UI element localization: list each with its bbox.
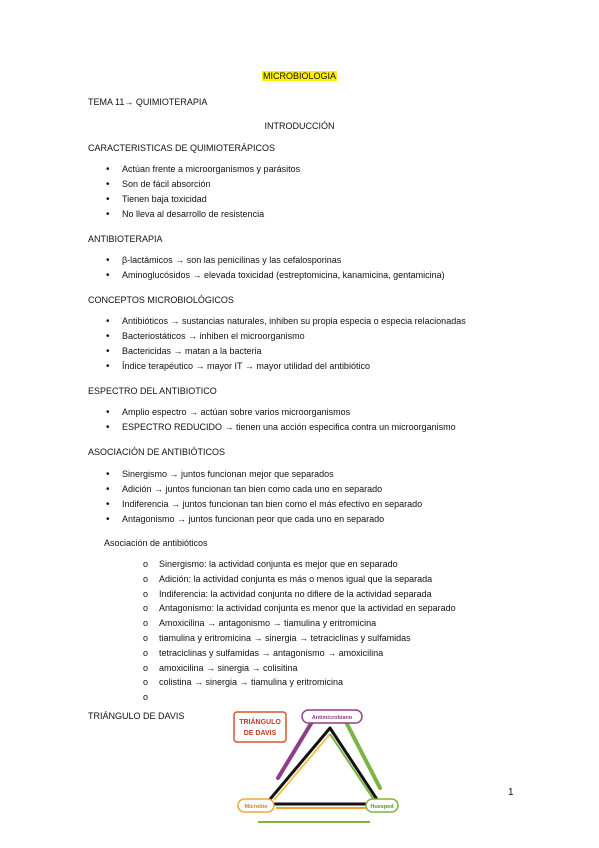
sub-list-item: o tetraciclinas y sulfamidas → antagonismo → amoxicilina	[143, 646, 456, 661]
list-item: • Tienen baja toxicidad	[106, 192, 300, 207]
node-microbio-label: Microbio	[244, 804, 268, 810]
list-item: • Índice terapéutico → mayor IT → mayor utilidad del antibiótico	[106, 359, 466, 374]
diagram-title-line2: DE DAVIS	[243, 730, 277, 737]
topic-heading: TEMA 11→ QUIMIOTERAPIA	[88, 97, 208, 107]
subsection-heading: Asociación de antibióticos	[104, 538, 208, 548]
list-item: • Antagonismo → juntos funcionan peor que cada uno en separado	[106, 512, 422, 527]
list-item: • Indiferencia → juntos funcionan tan bien como el más efectivo en separado	[106, 497, 422, 512]
sub-list-item: o Amoxicilina → antagonismo → tiamulina y eritromicina	[143, 616, 456, 631]
document-title: MICROBIOLOGIA	[262, 71, 336, 81]
list-item: • Aminoglucósidos → elevada toxicidad (estreptomicina, kanamicina, gentamicina)	[106, 268, 445, 283]
section-heading: ASOCIACIÓN DE ANTIBIÓTICOS	[88, 447, 226, 457]
list-item: • β-lactámicos → son las penicilinas y las cefalosporinas	[106, 253, 445, 268]
list-item: • ESPECTRO REDUCIDO → tienen una acción especifica contra un microorganismo	[106, 420, 456, 435]
bullet-list	[106, 467, 422, 527]
sub-list-item: o colistina → sinergia → tiamulina y eritromicina	[143, 675, 456, 690]
list-item: • Sinergismo → juntos funcionan mejor que separados	[106, 467, 422, 482]
section-heading: TRIÁNGULO DE DAVIS	[88, 711, 185, 721]
sub-list-item: o Sinergismo: la actividad conjunta es mejor que en separado	[143, 557, 456, 572]
list-item: • Bactericidas → matan a la bacteria	[106, 344, 466, 359]
bullet-list	[106, 162, 300, 222]
list-item: • Bacteriostáticos → inhiben el microorganismo	[106, 329, 466, 344]
diagram-title-box	[234, 712, 286, 742]
sub-list-item: o Antagonismo: la actividad conjunta es menor que la actividad en separado	[143, 601, 456, 616]
list-item: • Amplio espectro → actúan sobre varios microorganismos	[106, 405, 456, 420]
bullet-list	[106, 253, 445, 283]
list-item: • Actúan frente a microorganismos y parásitos	[106, 162, 300, 177]
sub-list	[143, 557, 456, 705]
section-heading: ANTIBIOTERAPIA	[88, 234, 163, 244]
page-number: 1	[508, 787, 514, 798]
davis-triangle-diagram	[230, 708, 400, 826]
sub-list-item: o Adición: la actividad conjunta es más o menos igual que la separada	[143, 572, 456, 587]
node-huesped-label: Huesped	[370, 804, 394, 810]
section-heading: CONCEPTOS MICROBIOLÓGICOS	[88, 295, 234, 305]
list-item: • No lleva al desarrollo de resistencia	[106, 207, 300, 222]
list-item: • Antibióticos → sustancias naturales, inhiben su propia especia o especia relacionadas	[106, 314, 466, 329]
section-heading: CARACTERISTICAS DE QUIMIOTERÁPICOS	[88, 143, 276, 153]
bullet-list	[106, 405, 456, 435]
sub-list-item	[143, 690, 456, 705]
sub-list-item: o tiamulina y eritromicina → sinergia → tetraciclinas y sulfamidas	[143, 631, 456, 646]
intro-heading: INTRODUCCIÓN	[264, 121, 335, 131]
sub-list-item: o amoxicilina → sinergia → colisitina	[143, 661, 456, 676]
sub-list-item: o Indiferencia: la actividad conjunta no difiere de la actividad separada	[143, 587, 456, 602]
list-item: • Son de fácil absorción	[106, 177, 300, 192]
list-item: • Adición → juntos funcionan tan bien como cada uno en separado	[106, 482, 422, 497]
bullet-list	[106, 314, 466, 374]
section-heading: ESPECTRO DEL ANTIBIOTICO	[88, 386, 217, 396]
diagram-title-line1: TRIÁNGULO	[239, 719, 281, 726]
node-antimicrobiano-label: Antimicrobiano	[311, 715, 353, 721]
